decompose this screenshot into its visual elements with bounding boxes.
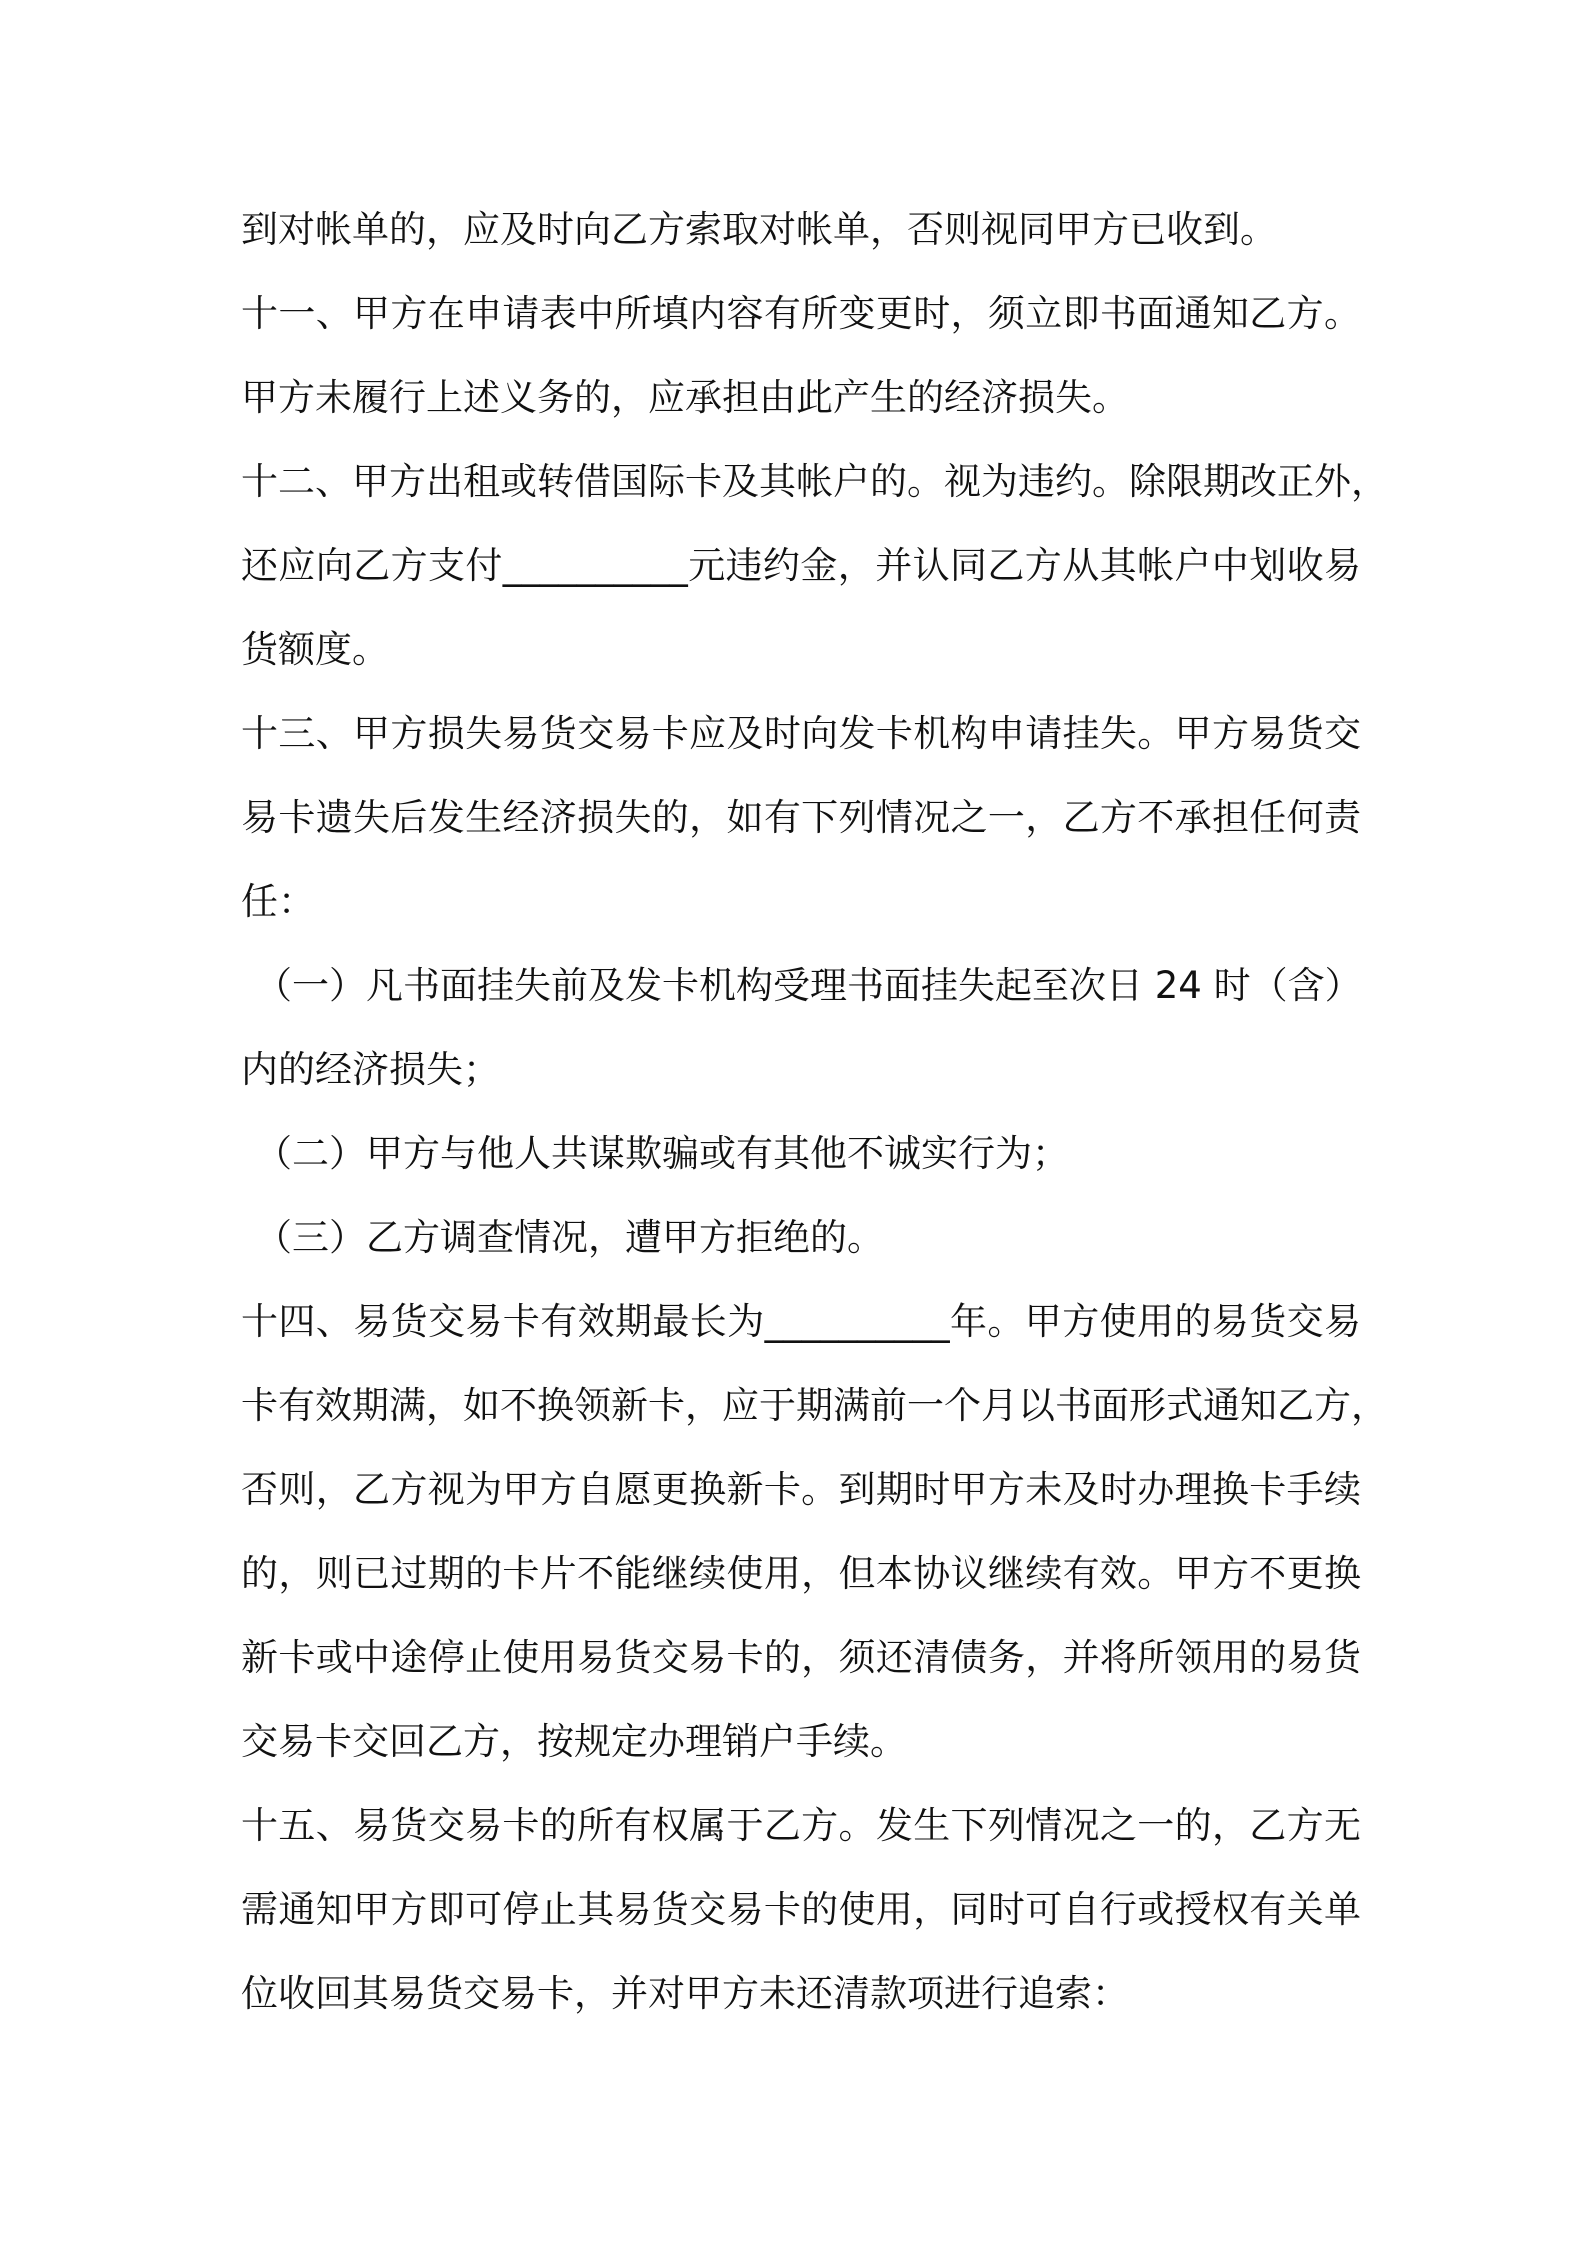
text-line: 内的经济损失； <box>241 1048 500 1091</box>
clause-11-line: 十一、甲方在申请表中所填内容有所变更时，须立即书面通知乙方。 <box>241 292 1361 335</box>
text-line: 位收回其易货交易卡，并对甲方未还清款项进行追索： <box>241 1972 1129 2015</box>
sub-item-3-line: （三）乙方调查情况，遭甲方拒绝的。 <box>255 1216 884 1259</box>
sub-item-2-line: （二）甲方与他人共谋欺骗或有其他不诚实行为； <box>255 1132 1069 1175</box>
text-line: 新卡或中途停止使用易货交易卡的，须还清债务，并将所领用的易货 <box>241 1636 1361 1679</box>
text-line: 交易卡交回乙方，按规定办理销户手续。 <box>241 1720 907 1763</box>
text-line: 的，则已过期的卡片不能继续使用，但本协议继续有效。甲方不更换 <box>241 1552 1361 1595</box>
text-line: 否则，乙方视为甲方自愿更换新卡。到期时甲方未及时办理换卡手续 <box>241 1468 1361 1511</box>
text-line: 还应向乙方支付__________元违约金，并认同乙方从其帐户中划收易 <box>241 544 1361 587</box>
text-line: 任： <box>241 880 315 923</box>
clause-13-line: 十三、甲方损失易货交易卡应及时向发卡机构申请挂失。甲方易货交 <box>241 712 1361 755</box>
clause-14-line: 十四、易货交易卡有效期最长为__________年。甲方使用的易货交易 <box>241 1300 1361 1343</box>
clause-15-line: 十五、易货交易卡的所有权属于乙方。发生下列情况之一的，乙方无 <box>241 1804 1361 1847</box>
text-line: 货额度。 <box>241 628 389 671</box>
text-line: 到对帐单的，应及时向乙方索取对帐单，否则视同甲方已收到。 <box>241 208 1277 251</box>
text-line: 需通知甲方即可停止其易货交易卡的使用，同时可自行或授权有关单 <box>241 1888 1361 1931</box>
sub-item-1-line: （一）凡书面挂失前及发卡机构受理书面挂失起至次日 24 时（含） <box>255 964 1362 1007</box>
text-line: 甲方未履行上述义务的，应承担由此产生的经济损失。 <box>241 376 1129 419</box>
text-line: 卡有效期满，如不换领新卡，应于期满前一个月以书面形式通知乙方， <box>241 1384 1388 1427</box>
clause-12-line: 十二、甲方出租或转借国际卡及其帐户的。视为违约。除限期改正外， <box>241 460 1388 503</box>
text-line: 易卡遗失后发生经济损失的，如有下列情况之一，乙方不承担任何责 <box>241 796 1361 839</box>
